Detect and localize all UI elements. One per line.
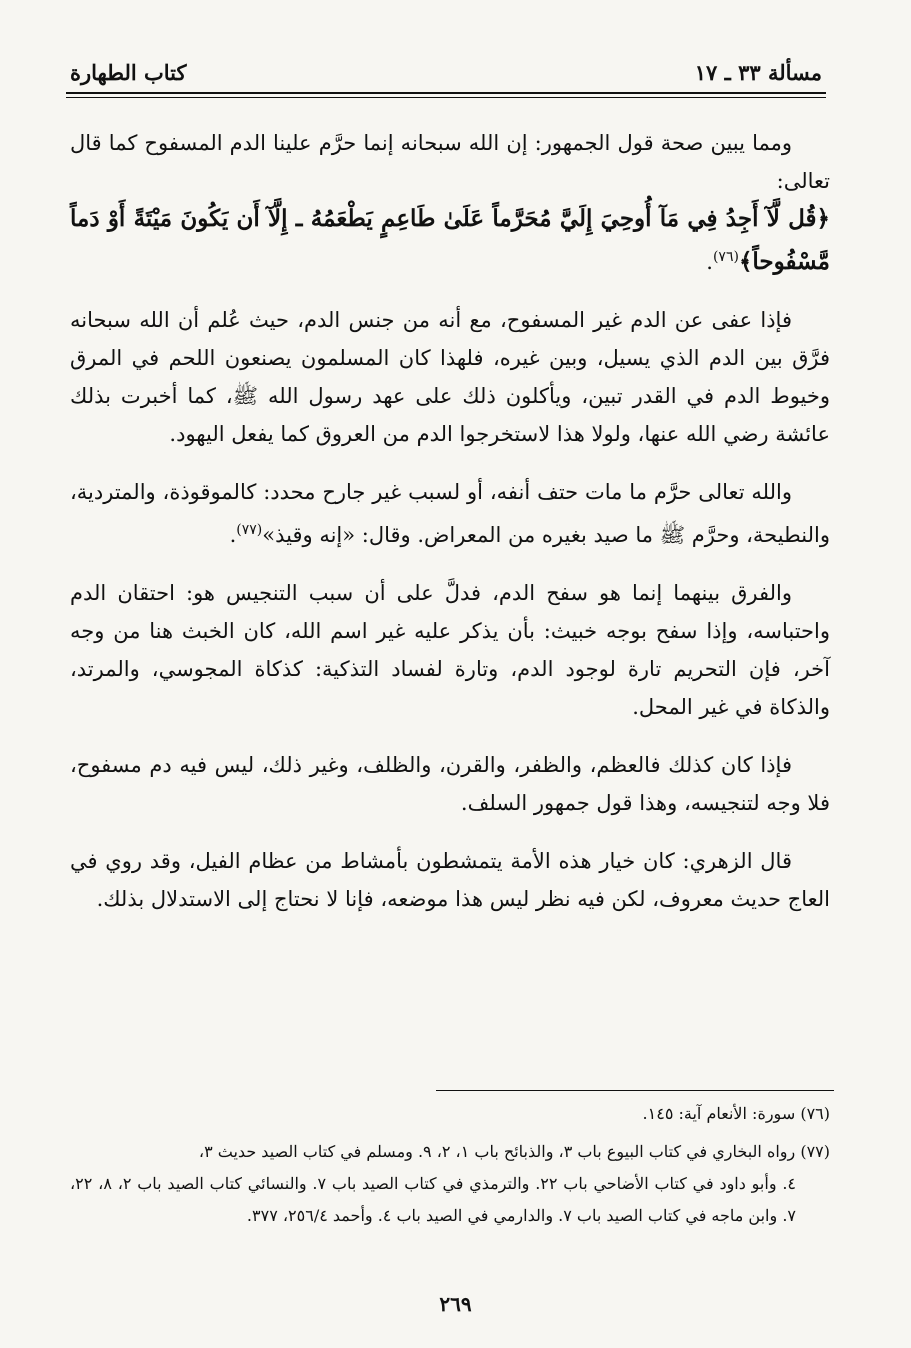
footnote-76: (٧٦) سورة: الأنعام آية: ١٤٥. xyxy=(642,1104,830,1123)
header-rule-thin xyxy=(66,97,826,98)
paragraph-4: والفرق بينهما إنما هو سفح الدم، فدلَّ على أن سبب التنجيس هو: احتقان الدم واحتباسه، وإذا سفح بوجه خبيث: بأن يذكر عليه غير اسم الله، كان الخبث هنا من وجه آخر، فإن التحريم تارة لوجود الدم، وتارة لفساد التذكية: كذكاة المجوسي، والمرتد، والذكاة في غير المحل. xyxy=(70,581,830,719)
footnote-separator xyxy=(436,1090,834,1091)
footnote-ref-76: (٧٦) xyxy=(712,249,739,265)
paragraph-3: والله تعالى حرَّم ما مات حتف أنفه، أو لسبب غير جارح محدد: كالموقوذة، والمتردية، والنطيحة، وحرَّم ﷺ ما صيد بغيره من المعراض. وقال: «إنه وقيذ»$^{(٧٧)}$. xyxy=(70,480,830,547)
header-rule-thick xyxy=(66,92,826,94)
running-header xyxy=(70,52,822,92)
paragraph-6: قال الزهري: كان خيار هذه الأمة يتمشطون بأمشاط من عظام الفيل، وقد روي في العاج حديث معروف، لكن فيه نظر ليس هذا موضعه، فإنا لا نحتاج إلى الاستدلال بذلك. xyxy=(70,849,830,911)
footnote-ref-77: (٧٧) xyxy=(236,522,263,538)
header-issue-number: مسألة ٣٣ ـ ١٧ xyxy=(694,60,822,85)
footnotes xyxy=(70,1098,830,1238)
paragraph-5: فإذا كان كذلك فالعظم، والظفر، والقرن، والظلف، وغير ذلك، ليس فيه دم مسفوح، فلا وجه لتنجيسه، وهذا قول جمهور السلف. xyxy=(70,753,830,815)
paragraph-2: فإذا عفى عن الدم غير المسفوح، مع أنه من جنس الدم، حيث عُلم أن الله سبحانه فرَّق بين الدم الذي يسيل، وبين غيره، فلهذا كان المسلمون يصنعون اللحم في المرق وخيوط الدم في القدر تبين، ويأكلون ذلك على عهد رسول الله ﷺ، كما أخبرت بذلك عائشة رضي الله عنها، ولولا هذا لاستخرجوا الدم من العروق كما يفعل اليهود. xyxy=(70,308,830,446)
paragraph-3-text: والله تعالى حرَّم ما مات حتف أنفه، أو لسبب غير جارح محدد: كالموقوذة، والمتردية، والنطيحة، وحرَّم ﷺ ما صيد بغيره من المعراض. وقال: «إنه وقيذ» xyxy=(70,480,830,547)
header-book-title: كتاب الطهارة xyxy=(70,60,187,85)
main-text xyxy=(70,124,830,938)
verse-text: ﴿قُل لَّآ أَجِدُ فِي مَآ أُوحِيَ إِلَيَّ مُحَرَّماً عَلَىٰ طَاعِمٍ يَطْعَمُهُ ـ إِلَّآ أَن يَكُونَ مَيْتَةً أَوْ دَماً مَّسْفُوحاً﴾ xyxy=(70,205,830,275)
footnote-77: (٧٧) رواه البخاري في كتاب البيوع باب ٣، والذبائح باب ١، ٢، ٩. ومسلم في كتاب الصيد حديث ٣، xyxy=(198,1142,830,1161)
paragraph-1-text: ومما يبين صحة قول الجمهور: إن الله سبحانه إنما حرَّم علينا الدم المسفوح كما قال تعالى: xyxy=(70,131,830,193)
paragraph-1 xyxy=(70,124,830,200)
footnote-77-continued: ٤. وأبو داود في كتاب الأضاحي باب ٢٢. والترمذي في كتاب الصيد باب ٧. والنسائي كتاب الصيد باب ٢، ٨، ٢٢، ٧. وابن ماجه في كتاب الصيد باب ٧. والدارمي في الصيد باب ٤. وأحمد ٢٥٦/٤، ٣٧٧. xyxy=(70,1174,797,1225)
quran-verse: ﴿قُل لَّآ أَجِدُ فِي مَآ أُوحِيَ إِلَيَّ مُحَرَّماً عَلَىٰ طَاعِمٍ يَطْعَمُهُ ـ إِلَّآ أَن يَكُونَ مَيْتَةً أَوْ دَماً مَّسْفُوحاً﴾$^{(٧٦)}$. xyxy=(70,205,830,275)
page-number: ٢٦٩ xyxy=(439,1292,472,1316)
